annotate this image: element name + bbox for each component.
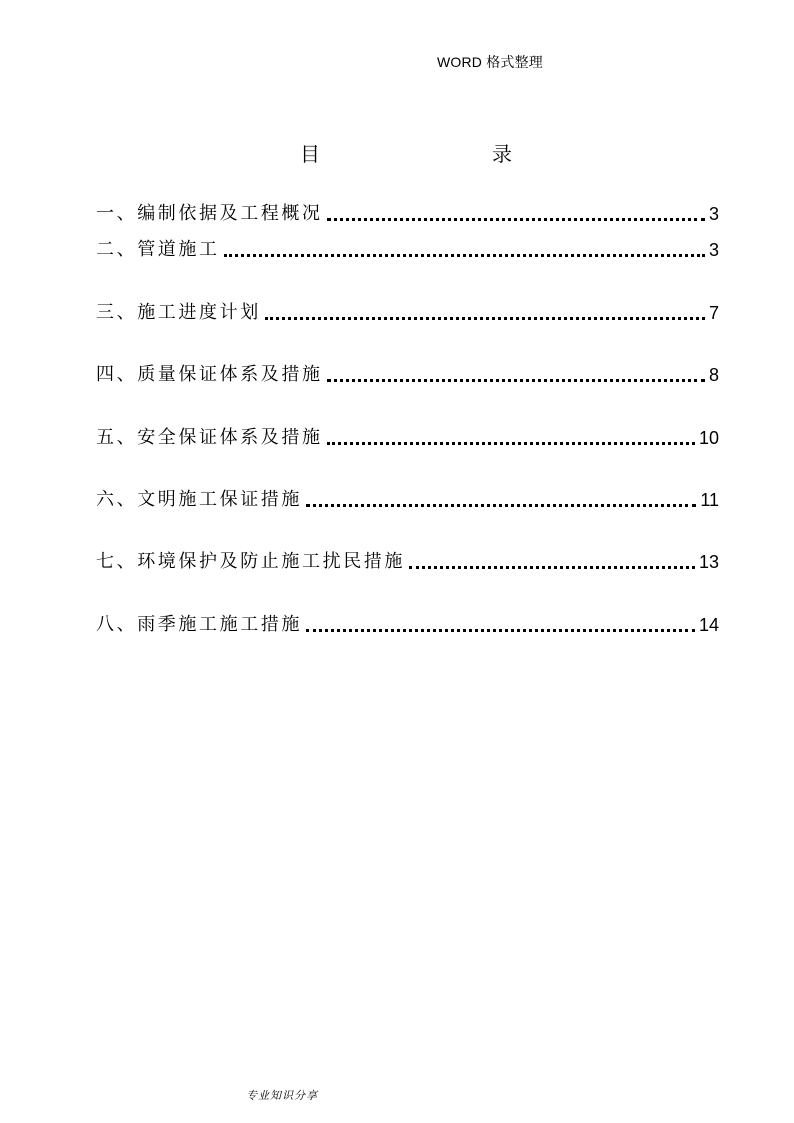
toc-entry-label: 七、环境保护及防止施工扰民措施: [96, 551, 405, 573]
toc-entry-label: 三、施工进度计划: [96, 301, 261, 323]
toc-entry-label: 四、质量保证体系及措施: [96, 364, 323, 386]
toc-leader-dots: [265, 317, 705, 320]
toc-entry-page: 3: [708, 204, 719, 224]
toc-entry[interactable]: [96, 288, 719, 350]
page-footer: 专业知识分享: [246, 1089, 318, 1102]
toc-leader-dots: [327, 218, 705, 221]
toc-entry-label: 八、雨季施工施工措施: [96, 613, 302, 635]
toc-leader-dots: [327, 442, 695, 445]
toc-leader-dots: [224, 254, 705, 257]
toc-entry-page: 7: [708, 302, 719, 323]
toc-entry[interactable]: [96, 413, 719, 475]
toc-entry-label: 六、文明施工保证措施: [96, 488, 302, 510]
toc-entry-page: 3: [708, 240, 719, 261]
toc-title-right: 录: [492, 142, 512, 166]
toc-entry[interactable]: [96, 600, 719, 662]
toc-entry[interactable]: [96, 198, 719, 226]
toc-entry[interactable]: [96, 476, 719, 538]
toc-entry-page: 10: [698, 427, 719, 448]
toc-entry-page: 11: [700, 489, 719, 510]
toc-entry-page: 8: [708, 365, 719, 386]
toc-leader-dots: [327, 379, 705, 382]
toc-entry-label: 五、安全保证体系及措施: [96, 426, 323, 448]
toc-leader-dots: [409, 566, 695, 569]
toc-entry-page: 14: [698, 614, 719, 635]
table-of-contents: [96, 198, 719, 663]
toc-entry-label: 一、编制依据及工程概况: [96, 203, 323, 224]
toc-entry-label: 二、管道施工: [96, 239, 220, 261]
toc-title-left: 目: [300, 142, 320, 166]
toc-entry[interactable]: [96, 226, 719, 288]
toc-entry[interactable]: [96, 351, 719, 413]
toc-title: [300, 138, 520, 166]
page-header: WORD 格式整理: [436, 54, 543, 70]
toc-leader-dots: [306, 629, 695, 632]
toc-entry[interactable]: [96, 538, 719, 600]
toc-leader-dots: [306, 504, 696, 507]
toc-entry-page: 13: [698, 552, 719, 573]
